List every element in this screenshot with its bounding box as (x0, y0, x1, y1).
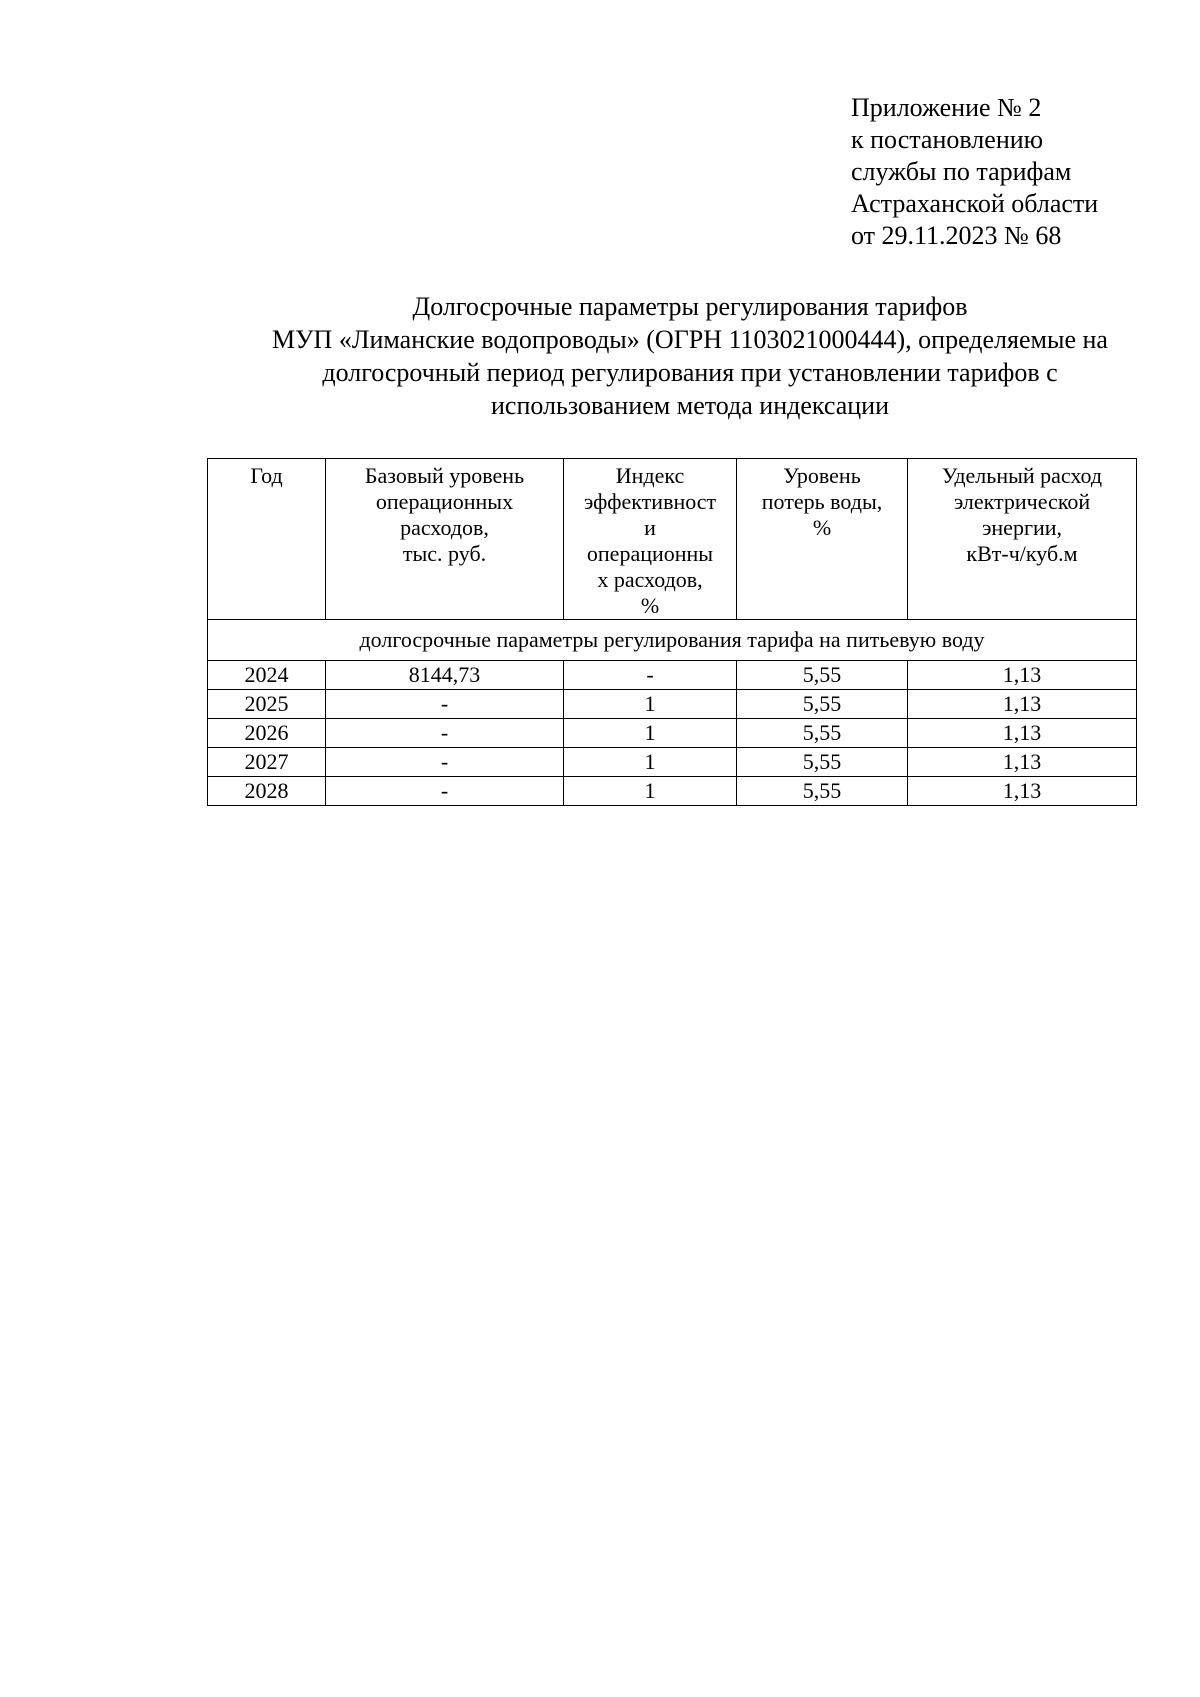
header-line: кВт-ч/куб.м (966, 541, 1078, 566)
appendix-line: Астраханской области (851, 189, 1099, 218)
header-line: Удельный расход (941, 463, 1103, 488)
table-row (208, 719, 1137, 748)
cell-energy-consumption: 1,13 (908, 777, 1137, 806)
appendix-line: к постановлению (851, 125, 1044, 154)
cell-efficiency-index: 1 (564, 719, 737, 748)
cell-base-opex: - (326, 777, 564, 806)
title-line: МУП «Лиманские водопроводы» (ОГРН 1103021000444), определяемые на (272, 325, 1108, 354)
header-line: х расходов, (597, 567, 703, 592)
header-line: Год (250, 463, 283, 488)
table-row (208, 690, 1137, 719)
title-line: Долгосрочные параметры регулирования тарифов (412, 292, 968, 321)
header-line: эффективност (583, 489, 717, 514)
cell-water-loss: 5,55 (737, 777, 908, 806)
header-water-loss (737, 459, 908, 620)
cell-energy-consumption: 1,13 (908, 719, 1137, 748)
table-row (208, 661, 1137, 690)
title-line: долгосрочный период регулирования при установлении тарифов с (322, 358, 1058, 387)
header-line: потерь воды, (761, 489, 883, 514)
cell-year: 2027 (208, 748, 326, 777)
header-line: операционных (375, 489, 514, 514)
cell-efficiency-index: 1 (564, 690, 737, 719)
parameters-table (207, 458, 1137, 806)
cell-efficiency-index: 1 (564, 777, 737, 806)
appendix-block (851, 92, 1098, 252)
header-line: тыс. руб. (402, 541, 487, 566)
cell-efficiency-index: - (564, 661, 737, 690)
cell-energy-consumption: 1,13 (908, 661, 1137, 690)
section-row (208, 620, 1137, 661)
header-line: операционны (586, 541, 714, 566)
header-line: энергии, (981, 515, 1063, 540)
table-row (208, 777, 1137, 806)
section-label: долгосрочные параметры регулирования тарифа на питьевую воду (208, 620, 1137, 661)
document-title (200, 290, 1180, 422)
header-line: Уровень (783, 463, 861, 488)
header-line: электрической (953, 489, 1091, 514)
header-line: % (812, 515, 832, 540)
cell-efficiency-index: 1 (564, 748, 737, 777)
cell-water-loss: 5,55 (737, 661, 908, 690)
appendix-line: службы по тарифам (851, 157, 1072, 186)
table-row (208, 748, 1137, 777)
header-line: Индекс (615, 463, 685, 488)
cell-water-loss: 5,55 (737, 719, 908, 748)
header-efficiency-index (564, 459, 737, 620)
table-header-row (208, 459, 1137, 620)
cell-water-loss: 5,55 (737, 690, 908, 719)
appendix-line: Приложение № 2 (851, 93, 1042, 122)
cell-base-opex: - (326, 719, 564, 748)
cell-base-opex: 8144,73 (326, 661, 564, 690)
header-energy-consumption (908, 459, 1137, 620)
header-base-opex (326, 459, 564, 620)
cell-year: 2025 (208, 690, 326, 719)
header-line: Базовый уровень (364, 463, 525, 488)
title-line: использованием метода индексации (490, 391, 890, 420)
cell-energy-consumption: 1,13 (908, 690, 1137, 719)
header-line: % (640, 593, 660, 618)
cell-base-opex: - (326, 748, 564, 777)
header-line: и (644, 515, 656, 540)
cell-year: 2028 (208, 777, 326, 806)
cell-year: 2024 (208, 661, 326, 690)
header-year (208, 459, 326, 620)
appendix-line: от 29.11.2023 № 68 (851, 221, 1062, 250)
cell-base-opex: - (326, 690, 564, 719)
cell-water-loss: 5,55 (737, 748, 908, 777)
cell-energy-consumption: 1,13 (908, 748, 1137, 777)
cell-year: 2026 (208, 719, 326, 748)
header-line: расходов, (400, 515, 489, 540)
